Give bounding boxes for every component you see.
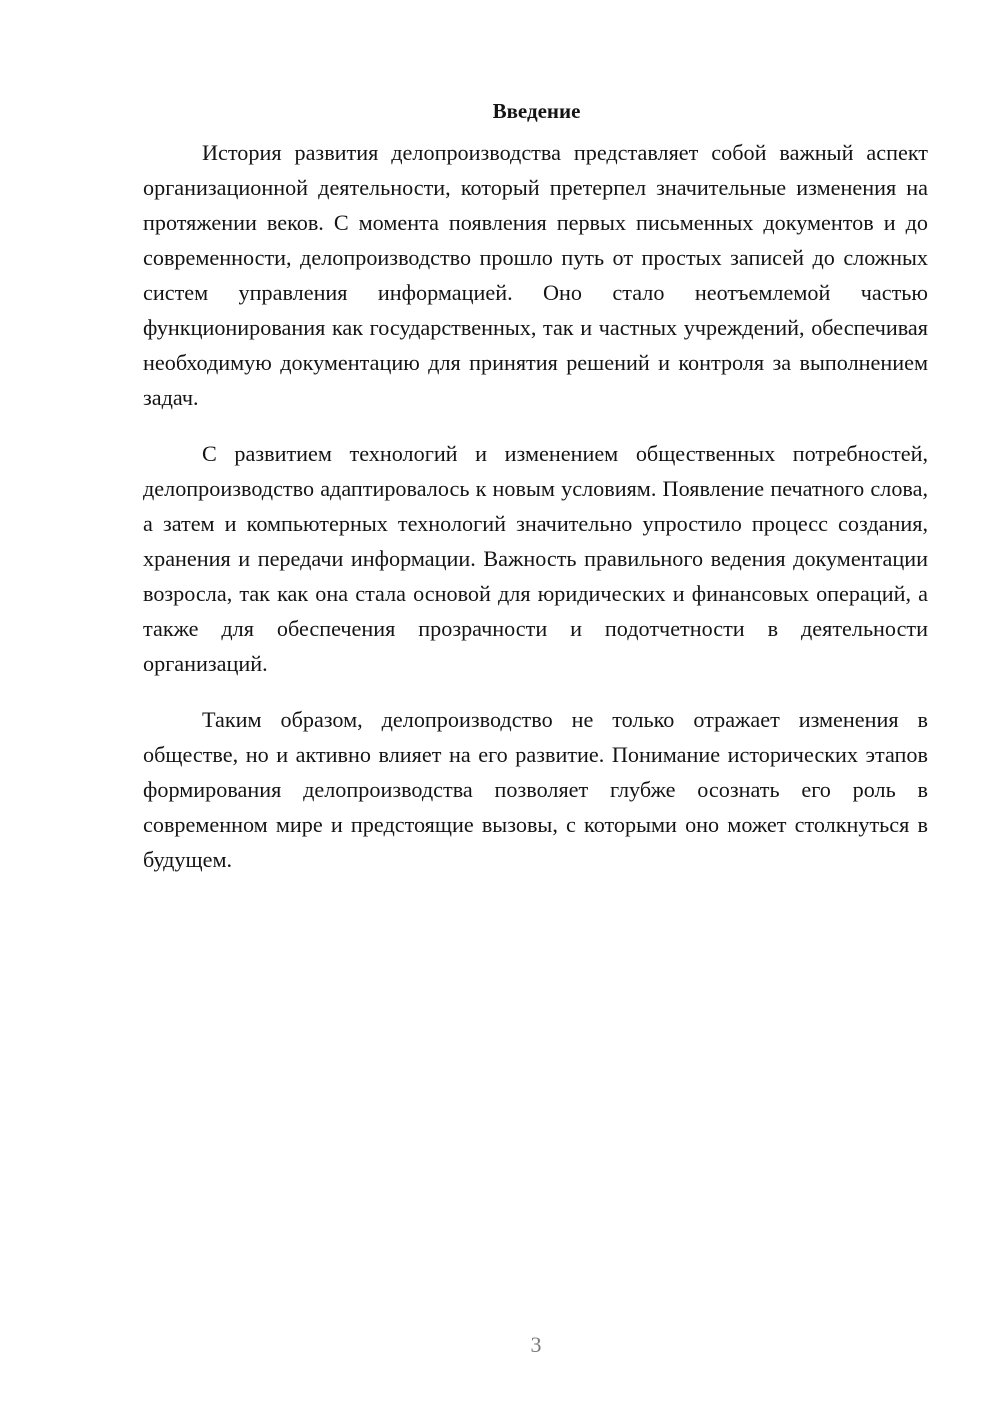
page-content (143, 94, 928, 877)
paragraph-2: С развитием технологий и изменением общественных потребностей, делопроизводство адаптировалось к новым условиям. Появление печатного слова, а затем и компьютерных технологий значительно упростило процесс создания, хранения и передачи информации. Важность правильного ведения документации возросла, так как она стала основой для юридических и финансовых операций, а также для обеспечения прозрачности и подотчетности в деятельности организаций. (143, 441, 928, 676)
page-number: 3 (530, 1332, 542, 1357)
paragraph-3: Таким образом, делопроизводство не только отражает изменения в обществе, но и активно влияет на его развитие. Понимание исторических этапов формирования делопроизводства позволяет глубже осознать его роль в современном мире и предстоящие вызовы, с которыми оно может столкнуться в будущем. (143, 707, 928, 872)
page-title: Введение (492, 99, 581, 123)
paragraph-1: История развития делопроизводства представляет собой важный аспект организационной деятельности, который претерпел значительные изменения на протяжении веков. С момента появления первых письменных документов и до современности, делопроизводство прошло путь от простых записей до сложных систем управления информацией. Оно стало неотъемлемой частью функционирования как государственных, так и частных учреждений, обеспечивая необходимую документацию для принятия решений и контроля за выполнением задач. (143, 140, 928, 410)
